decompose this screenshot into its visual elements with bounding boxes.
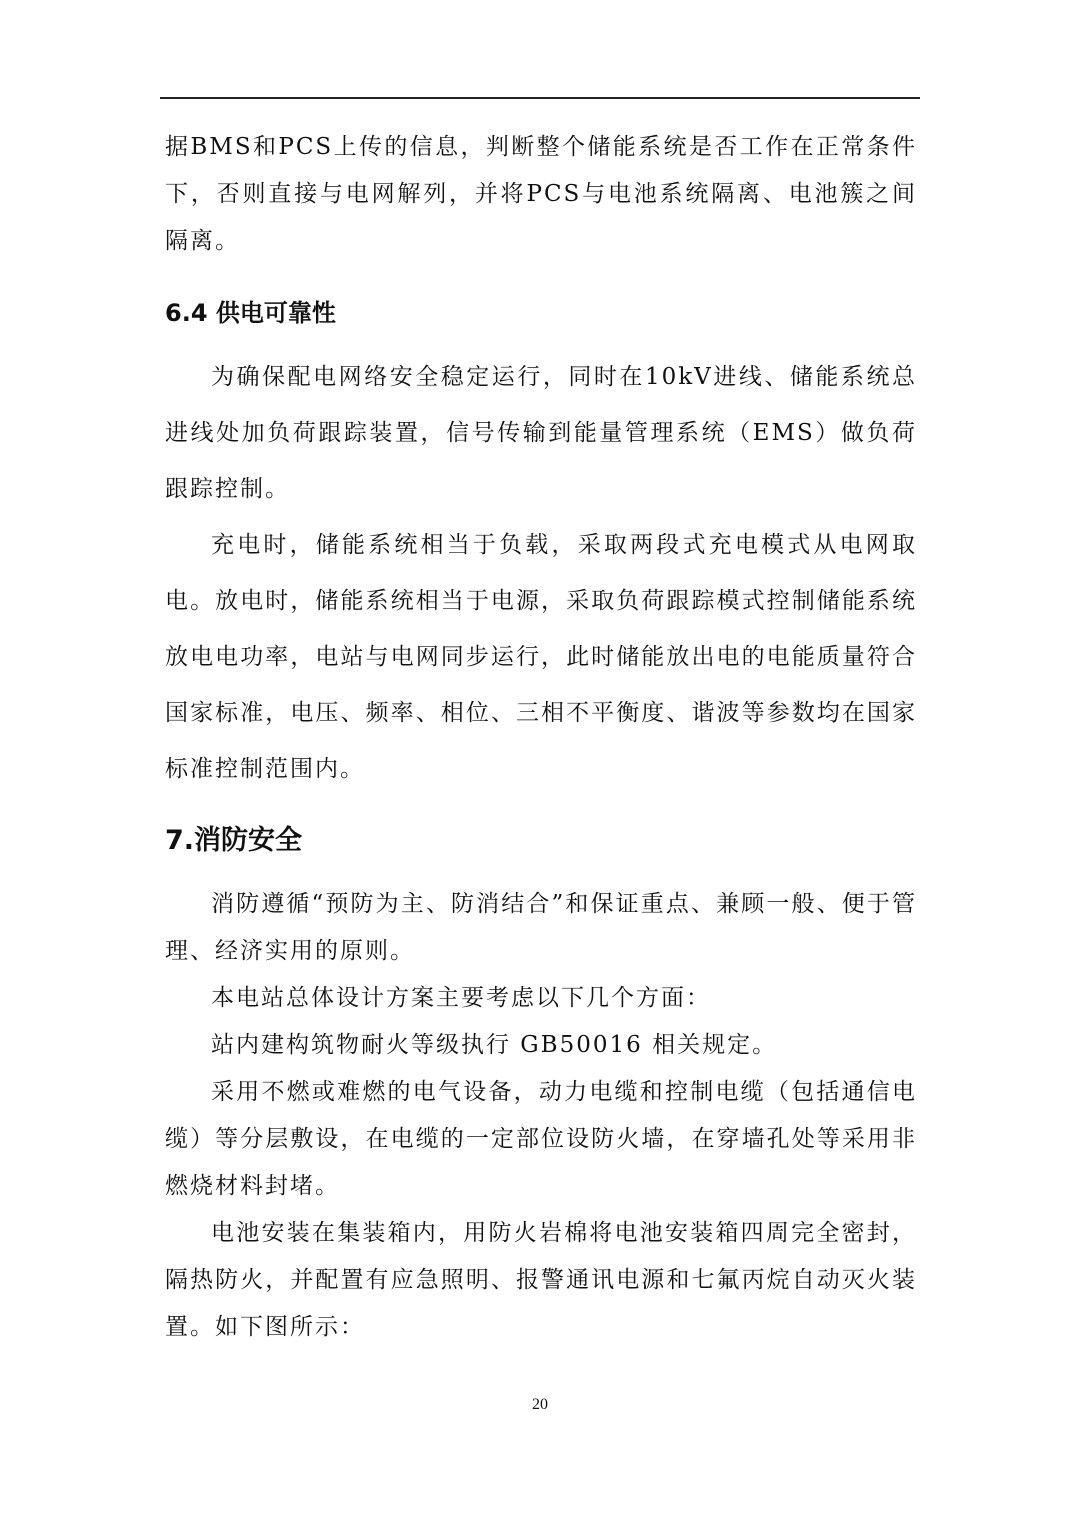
paragraph-fire-rating: 站内建构筑物耐火等级执行 GB50016 相关规定。 — [211, 1032, 778, 1058]
page-number: 20 — [532, 1396, 548, 1413]
paragraph-battery-container: 电池安装在集装箱内，用防火岩棉将电池安装箱四周完全密封，隔热防火，并配置有应急照明、报警通讯电源和七氟丙烷自动灭火装置。如下图所示： — [165, 1220, 917, 1340]
page-body — [165, 120, 917, 1351]
paragraph-design-scope: 本电站总体设计方案主要考虑以下几个方面： — [211, 985, 711, 1011]
paragraph-load-tracking: 为确保配电网络安全稳定运行，同时在10kV进线、储能系统总进线处加负荷跟踪装置，信号传输到能量管理系统（EMS）做负荷跟踪控制。 — [165, 364, 917, 502]
paragraph-charge-discharge: 充电时，储能系统相当于负载，采取两段式充电模式从电网取电。放电时，储能系统相当于电源，采取负荷跟踪模式控制储能系统放电电功率，电站与电网同步运行，此时储能放出电的电能质量符合国家标准，电压、频率、相位、三相不平衡度、谐波等参数均在国家标准控制范围内。 — [165, 532, 917, 782]
paragraph-fire-principle: 消防遵循“预防为主、防消结合”和保证重点、兼顾一般、便于管理、经济实用的原则。 — [165, 891, 917, 964]
paragraph-cables: 采用不燃或难燃的电气设备，动力电缆和控制电缆（包括通信电缆）等分层敷设，在电缆的一定部位设防火墙，在穿墙孔处等采用非燃烧材料封堵。 — [165, 1079, 917, 1199]
heading-7: 7.消防安全 — [165, 825, 303, 856]
paragraph-bms-pcs: 据BMS和PCS上传的信息，判断整个储能系统是否工作在正常条件下，否则直接与电网解列，并将PCS与电池系统隔离、电池簇之间隔离。 — [165, 134, 917, 254]
header-rule — [160, 97, 920, 99]
heading-6-4: 6.4 供电可靠性 — [165, 299, 336, 327]
